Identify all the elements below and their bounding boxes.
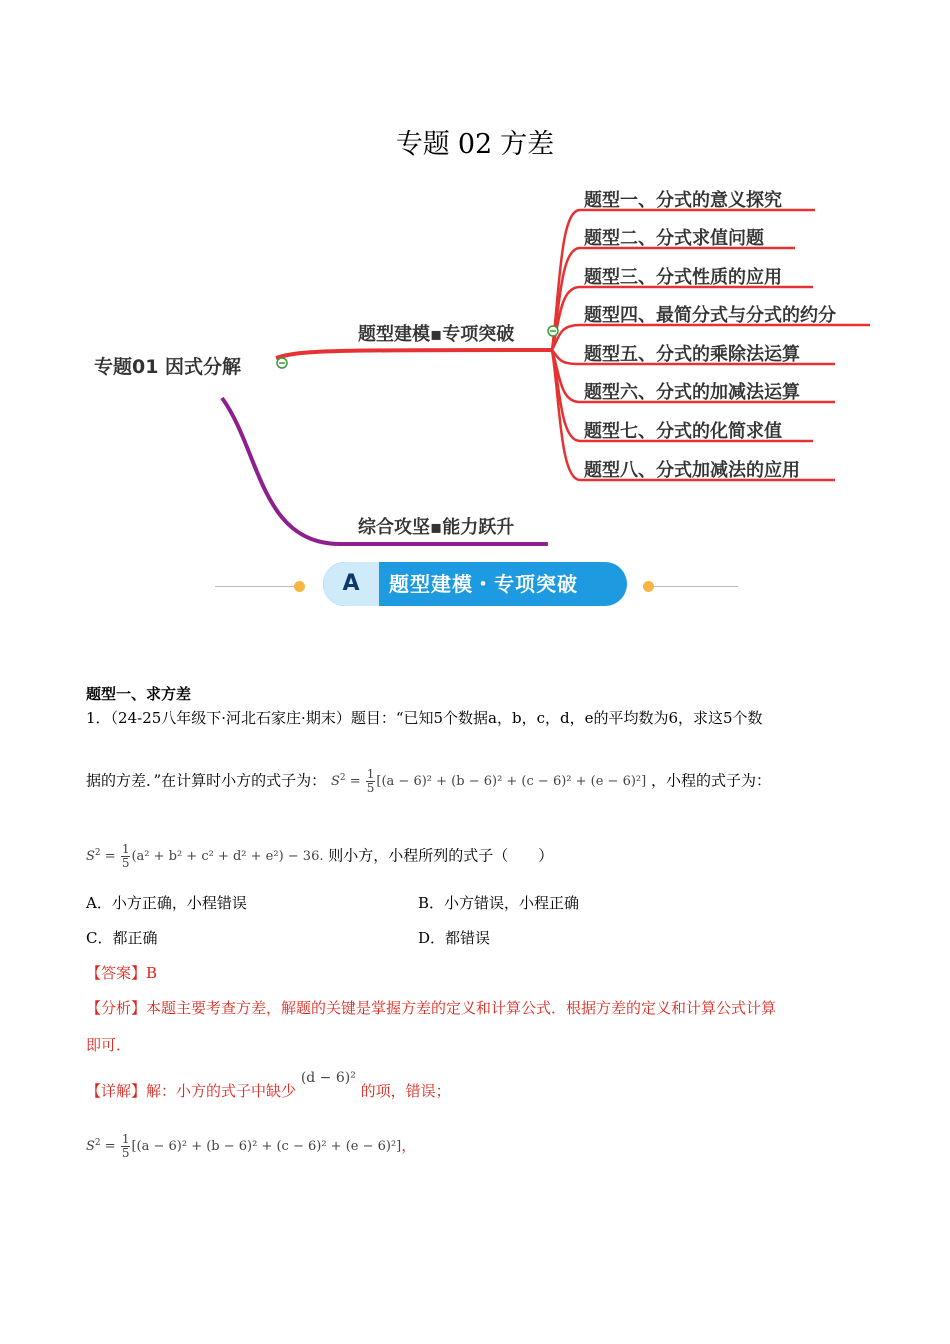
detail-label: 【详解】 — [86, 1082, 147, 1100]
formula-xiaocheng: $S^2$ = $\frac{1}{5}$ (a² + b² + c² + d² + e²) − 36. — [86, 842, 324, 871]
mindmap-leaf: 题型六、分式的加减法运算 — [584, 382, 800, 403]
analysis-text-1: 本题主要考查方差，解题的关键是掌握方差的定义和计算公式．根据方差的定义和计算公式计算 — [146, 999, 777, 1017]
answer-line — [86, 962, 157, 983]
banner-left-line — [215, 586, 300, 587]
banner-right-line — [653, 586, 738, 587]
question-line-2-tail: ，小程的式子为： — [650, 771, 771, 790]
mindmap-leaf: 题型八、分式加减法的应用 — [584, 460, 800, 481]
title-prefix: 专题 — [395, 129, 450, 160]
fraction: $\frac{1}{5}$ — [121, 1132, 130, 1161]
question-line-1: 1．（24-25八年级下·河北石家庄·期末）题目：“已知5个数据a，b，c，d，e的平均数为6，求这5个数 — [86, 709, 763, 727]
mindmap-branch-1: 题型建模▪专项突破 — [358, 324, 515, 345]
mindmap-root: 专题01 因式分解 — [94, 356, 242, 378]
mindmap-branch-2: 综合攻坚▪能力跃升 — [358, 517, 515, 538]
section-banner — [323, 562, 627, 606]
analysis-line-2 — [86, 1034, 131, 1055]
title-number: 02 — [457, 129, 493, 160]
question-line-2 — [86, 768, 771, 795]
option-a: A．小方正确，小程错误 — [86, 894, 247, 912]
missing-term-formula: (d − 6)² — [300, 1070, 356, 1086]
detail-text-1a: 解：小方的式子中缺少 — [146, 1082, 297, 1100]
mindmap-leaf: 题型一、分式的意义探究 — [584, 190, 782, 211]
detail-line-1 — [86, 1070, 451, 1101]
option-b: B．小方错误，小程正确 — [418, 894, 580, 912]
fraction: $\frac{1}{5}$ — [121, 842, 130, 871]
mind-map — [0, 170, 950, 570]
mindmap-leaf: 题型二、分式求值问题 — [584, 228, 764, 249]
analysis-text-2: 即可． — [86, 1036, 132, 1054]
detail-text-1b: 的项，错误； — [360, 1082, 451, 1100]
section-heading: 题型一、求方差 — [86, 685, 192, 703]
option-c: C．都正确 — [86, 929, 158, 947]
mindmap-leaf: 题型四、最简分式与分式的约分 — [584, 305, 836, 326]
analysis-line-1 — [86, 997, 776, 1018]
formula-xiaofang: $S^2$ = $\frac{1}{5}$ [(a − 6)² + (b − 6)² + (c − 6)² + (e − 6)²] — [330, 767, 647, 796]
answer-value: B — [146, 964, 158, 982]
mindmap-leaf: 题型三、分式性质的应用 — [584, 267, 782, 288]
question-line-2-text: 据的方差．”在计算时小方的式子为： — [86, 771, 327, 790]
mindmap-leaf: 题型五、分式的乘除法运算 — [584, 344, 800, 365]
page-title — [0, 122, 950, 161]
title-name: 方差 — [500, 129, 555, 160]
branch1-line — [276, 350, 552, 358]
option-d: D．都错误 — [418, 929, 491, 947]
question-line-3-tail: 则小方，小程所列的式子（ ） — [328, 846, 554, 865]
detail-tail: ， — [401, 1136, 417, 1155]
banner-left-dot — [294, 581, 305, 592]
answer-label: 【答案】 — [86, 964, 147, 982]
analysis-label: 【分析】 — [86, 999, 147, 1017]
question-line-3 — [86, 843, 553, 870]
banner-letter: A — [323, 562, 379, 606]
detail-line-2 — [86, 1133, 416, 1160]
banner-text: 题型建模・专项突破 — [389, 572, 578, 596]
detail-formula: $S^2$ = $\frac{1}{5}$ [(a − 6)² + (b − 6)² + (c − 6)² + (e − 6)²] — [86, 1132, 402, 1161]
fraction: $\frac{1}{5}$ — [366, 767, 375, 796]
mindmap-leaf: 题型七、分式的化简求值 — [584, 421, 782, 442]
